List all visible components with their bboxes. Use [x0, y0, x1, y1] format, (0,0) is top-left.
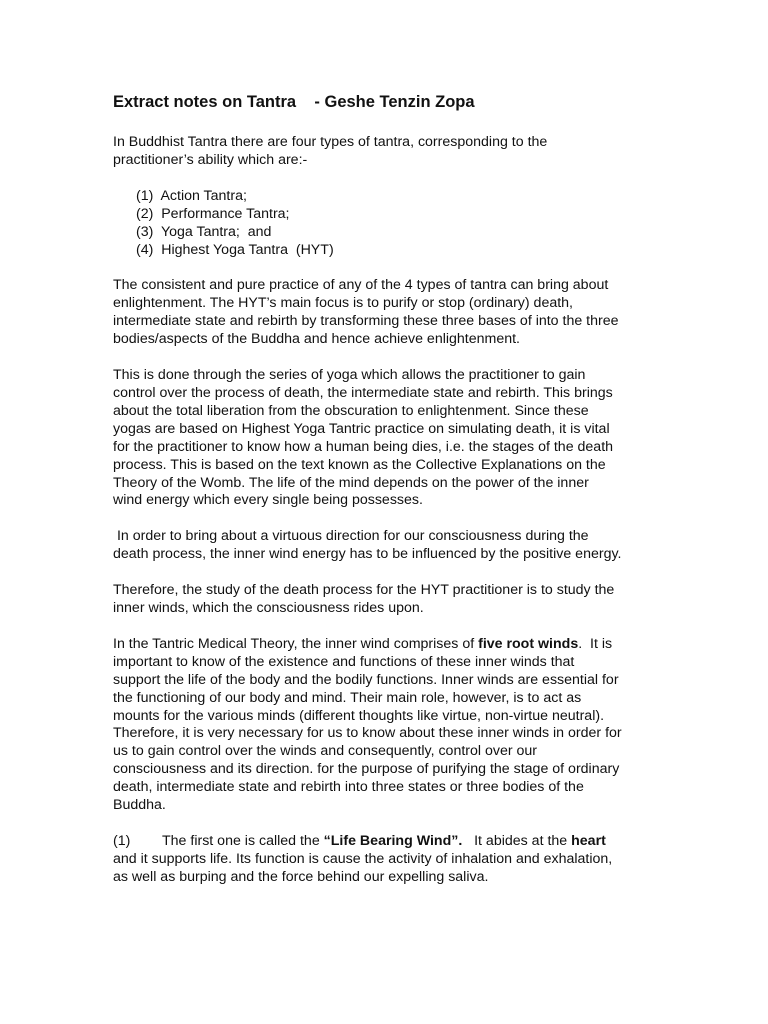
text-line: intermediate state and rebirth by transforming these three bases of into the three [113, 313, 619, 330]
virtuous-direction-paragraph [113, 528, 658, 564]
text-line [113, 833, 658, 851]
text-line: and it supports life. Its function is cause the activity of inhalation and exhalation, [113, 850, 613, 867]
life-bearing-wind-paragraph [113, 833, 658, 887]
intro-paragraph [113, 134, 658, 170]
text-line: Therefore, the study of the death process for the HYT practitioner is to study the [113, 582, 615, 599]
text-line: The consistent and pure practice of any of the 4 types of tantra can bring about [113, 277, 609, 294]
text-line: us to gain control over the winds and consequently, control over our [113, 743, 538, 760]
list-item: (3) Yoga Tantra; and [136, 223, 272, 240]
five-root-winds-term: five root winds [478, 635, 579, 652]
medical-theory-paragraph [113, 636, 658, 815]
text-line: as well as burping and the force behind our expelling saliva. [113, 868, 489, 885]
text-run: In the Tantric Medical Theory, the inner wind comprises of [113, 635, 479, 652]
intro-line-1: In Buddhist Tantra there are four types of tantra, corresponding to the [113, 134, 548, 150]
document-title: Extract notes on Tantra - Geshe Tenzin Zopa [113, 93, 475, 111]
text-line: death process, the inner wind energy has to be influenced by the positive energy. [113, 546, 622, 563]
text-line: important to know of the existence and functions of these inner winds that [113, 653, 575, 670]
text-line: In order to bring about a virtuous direction for our consciousness during the [113, 528, 589, 545]
text-run: The first one is called the [162, 833, 324, 849]
text-line: enlightenment. The HYT’s main focus is to purify or stop (ordinary) death, [113, 295, 573, 312]
text-line: inner winds, which the consciousness rides upon. [113, 600, 424, 617]
list-item: (4) Highest Yoga Tantra (HYT) [136, 241, 334, 258]
text-line: consciousness and its direction. for the purpose of purifying the stage of ordinary [113, 761, 620, 778]
text-line: death, intermediate state and rebirth into three states or three bodies of the [113, 779, 584, 796]
text-line: for the practitioner to know how a human being dies, i.e. the stages of the death [113, 438, 614, 455]
text-line: Therefore, it is very necessary for us to know about these inner winds in order for [113, 725, 622, 742]
life-bearing-wind-term: “Life Bearing Wind”. [323, 833, 463, 849]
text-run: . It is [578, 635, 613, 652]
text-line: support the life of the body and the bodily functions. Inner winds are essential for [113, 671, 619, 688]
text-line: Buddha. [113, 797, 166, 814]
list-item: (1) Action Tantra; [136, 187, 247, 204]
text-line [113, 636, 658, 654]
yoga-series-paragraph [113, 367, 658, 510]
text-line: control over the process of death, the intermediate state and rebirth. This brings [113, 384, 613, 401]
text-line: yogas are based on Highest Yoga Tantric practice on simulating death, it is vital [113, 420, 610, 437]
enlightenment-paragraph [113, 277, 658, 349]
document-page [113, 92, 658, 905]
intro-line-2: practitioner’s ability which are:- [113, 151, 308, 168]
text-line: bodies/aspects of the Buddha and hence achieve enlightenment. [113, 331, 521, 348]
text-line: Theory of the Womb. The life of the mind depends on the power of the inner [113, 474, 589, 491]
text-line: mounts for the various minds (different thoughts like virtue, non-virtue neutral). [113, 707, 605, 724]
paragraph-number: (1) [113, 833, 131, 849]
death-process-paragraph [113, 582, 658, 618]
text-line: the functioning of our body and mind. Their main role, however, is to act as [113, 689, 582, 706]
tantra-types-list [113, 188, 658, 260]
text-line: process. This is based on the text known as the Collective Explanations on the [113, 456, 606, 473]
text-run: It abides at the [462, 833, 572, 849]
text-line: wind energy which every single being possesses. [113, 492, 423, 509]
heart-term: heart [571, 833, 606, 849]
list-item: (2) Performance Tantra; [136, 205, 290, 222]
text-line: This is done through the series of yoga which allows the practitioner to gain [113, 367, 586, 384]
text-line: about the total liberation from the obscuration to enlightenment. Since these [113, 402, 589, 419]
